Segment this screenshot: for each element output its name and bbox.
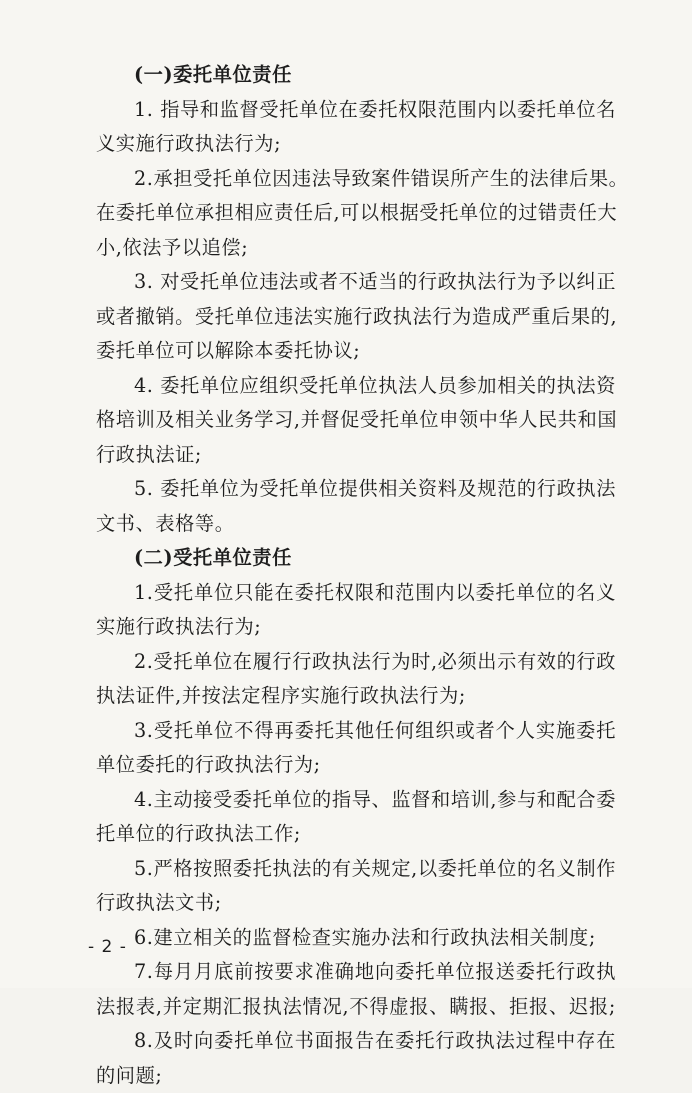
paragraph-line: 3.受托单位不得再委托其他任何组织或者个人实施委托 bbox=[96, 714, 616, 749]
paragraph-line: 或者撤销。受托单位违法实施行政执法行为造成严重后果的, bbox=[96, 300, 616, 335]
paragraph-line: 2.承担受托单位因违法导致案件错误所产生的法律后果。 bbox=[96, 162, 616, 197]
paragraph-line: 的问题; bbox=[96, 1059, 616, 1093]
paragraph-line: 1.受托单位只能在委托权限和范围内以委托单位的名义 bbox=[96, 576, 616, 611]
document-body bbox=[96, 58, 616, 1093]
paragraph-line: 在委托单位承担相应责任后,可以根据受托单位的过错责任大 bbox=[96, 196, 616, 231]
paragraph-line: 2.受托单位在履行行政执法行为时,必须出示有效的行政 bbox=[96, 645, 616, 680]
paragraph-line: 小,依法予以追偿; bbox=[96, 231, 616, 266]
section-heading-entrusted-unit: (二)受托单位责任 bbox=[96, 541, 616, 576]
paragraph-line: 1. 指导和监督受托单位在委托权限范围内以委托单位名 bbox=[96, 93, 616, 128]
paragraph-line: 文书、表格等。 bbox=[96, 507, 616, 542]
paragraph-line: 4.主动接受委托单位的指导、监督和培训,参与和配合委 bbox=[96, 783, 616, 818]
paragraph-line: 5. 委托单位为受托单位提供相关资料及规范的行政执法 bbox=[96, 472, 616, 507]
paragraph-line: 3. 对受托单位违法或者不适当的行政执法行为予以纠正 bbox=[96, 265, 616, 300]
paragraph-line: 7.每月月底前按要求准确地向委托单位报送委托行政执 bbox=[96, 955, 616, 990]
paragraph-line: 执法证件,并按法定程序实施行政执法行为; bbox=[96, 679, 616, 714]
page-number: - 2 - bbox=[88, 937, 127, 957]
paragraph-line: 法报表,并定期汇报执法情况,不得虚报、瞒报、拒报、迟报; bbox=[96, 990, 616, 1025]
paragraph-line: 义实施行政执法行为; bbox=[96, 127, 616, 162]
paragraph-line: 格培训及相关业务学习,并督促受托单位申领中华人民共和国 bbox=[96, 403, 616, 438]
paragraph-line: 5.严格按照委托执法的有关规定,以委托单位的名义制作 bbox=[96, 852, 616, 887]
paragraph-line: 4. 委托单位应组织受托单位执法人员参加相关的执法资 bbox=[96, 369, 616, 404]
paragraph-line: 实施行政执法行为; bbox=[96, 610, 616, 645]
paragraph-line: 行政执法证; bbox=[96, 438, 616, 473]
paragraph-line: 行政执法文书; bbox=[96, 886, 616, 921]
paragraph-line: 单位委托的行政执法行为; bbox=[96, 748, 616, 783]
section-heading-delegating-unit: (一)委托单位责任 bbox=[96, 58, 616, 93]
paragraph-line: 托单位的行政执法工作; bbox=[96, 817, 616, 852]
paragraph-line: 委托单位可以解除本委托协议; bbox=[96, 334, 616, 369]
paragraph-line: 8.及时向委托单位书面报告在委托行政执法过程中存在 bbox=[96, 1024, 616, 1059]
paragraph-line: 6.建立相关的监督检查实施办法和行政执法相关制度; bbox=[96, 921, 616, 956]
